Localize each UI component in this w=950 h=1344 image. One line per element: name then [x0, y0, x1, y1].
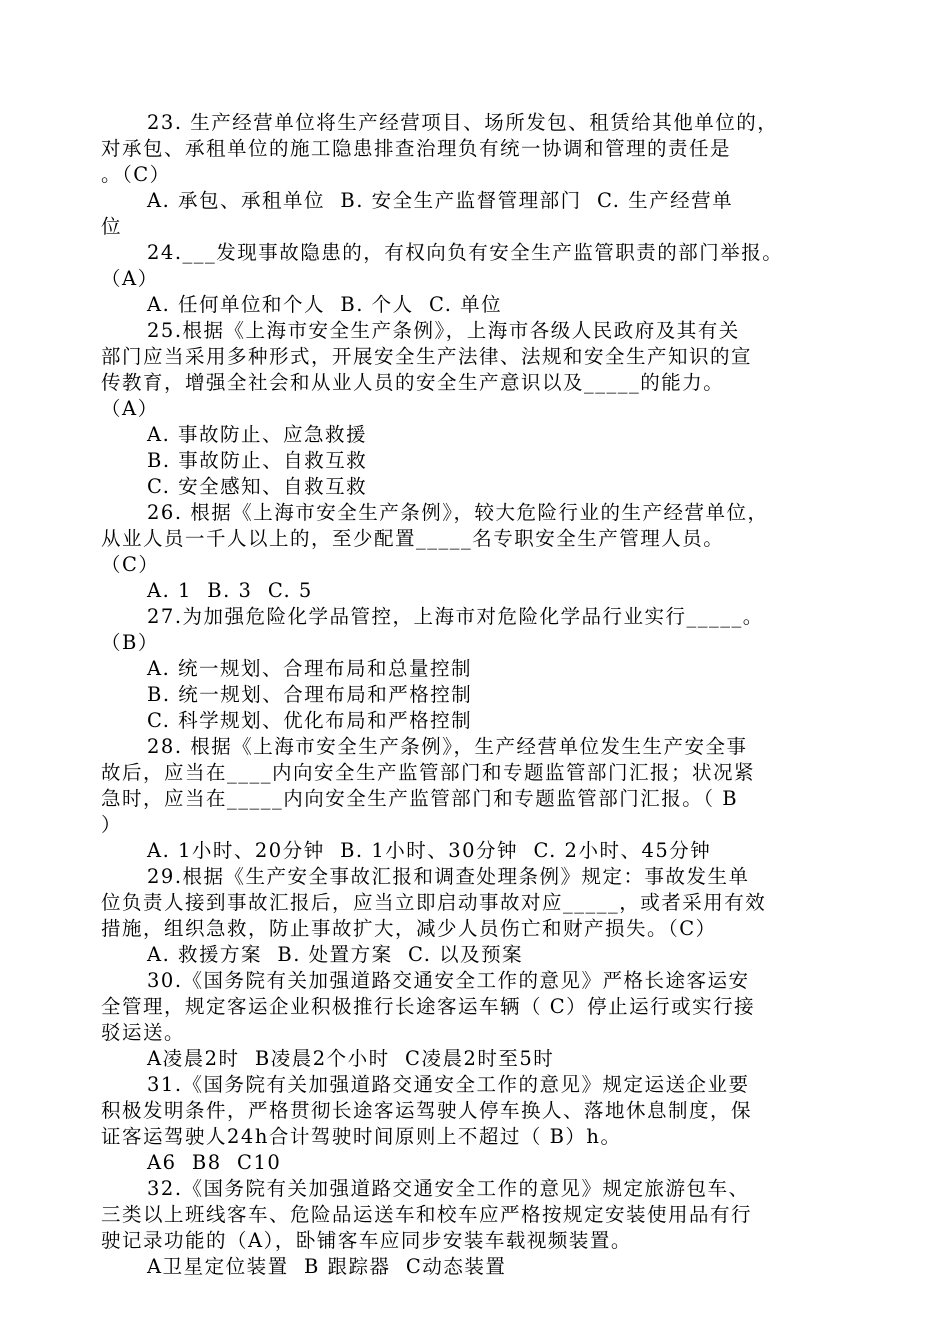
- text-line: 31.《国务院有关加强道路交通安全工作的意见》规定运送企业要: [147, 1073, 750, 1096]
- question-text-block: [101, 110, 861, 1280]
- text-line: 传教育，增强全社会和从业人员的安全生产意识以及_____的能力。: [101, 371, 725, 394]
- text-line: 全管理，规定客运企业积极推行长途客运车辆（ C）停止运行或实行接: [101, 995, 756, 1018]
- text-line: 32.《国务院有关加强道路交通安全工作的意见》规定旅游包车、: [147, 1177, 750, 1200]
- text-line: ）: [101, 813, 123, 836]
- text-line: 27.为加强危险化学品管控，上海市对危险化学品行业实行_____。: [147, 605, 764, 628]
- text-line: （C）: [101, 553, 160, 576]
- text-line: B. 统一规划、合理布局和严格控制: [147, 683, 473, 706]
- text-line: C. 科学规划、优化布局和严格控制: [147, 709, 473, 732]
- text-line: 位负责人接到事故汇报后，应当立即启动事故对应_____，或者采用有效: [101, 891, 767, 914]
- text-line: A6 B8 C10: [147, 1151, 282, 1174]
- text-line: A凌晨2时 B凌晨2个小时 C凌晨2时至5时: [147, 1047, 555, 1070]
- text-line: 24.___发现事故隐患的，有权向负有安全生产监管职责的部门举报。: [147, 241, 784, 264]
- text-line: 从业人员一千人以上的，至少配置_____名专职安全生产管理人员。: [101, 527, 725, 550]
- text-line: 急时，应当在_____内向安全生产监管部门和专题监管部门汇报。（ B: [101, 787, 739, 810]
- text-line: 证客运驾驶人24h合计驾驶时间原则上不超过（ B）h。: [101, 1125, 622, 1148]
- text-line: 三类以上班线客车、危险品运送车和校车应严格按规定安装使用品有行: [101, 1203, 753, 1226]
- text-line: A. 1 B. 3 C. 5: [147, 579, 313, 602]
- text-line: 位: [101, 215, 123, 238]
- text-line: A. 承包、承租单位 B. 安全生产监督管理部门 C. 生产经营单: [147, 189, 734, 212]
- text-line: （A）: [101, 267, 159, 290]
- text-line: A. 救援方案 B. 处置方案 C. 以及预案: [147, 943, 524, 966]
- text-line: 29.根据《生产安全事故汇报和调查处理条例》规定：事故发生单: [147, 865, 750, 888]
- text-line: 措施，组织急救，防止事故扩大，减少人员伤亡和财产损失。（C）: [101, 917, 717, 940]
- text-line: A卫星定位装置 B 跟踪器 C动态装置: [147, 1255, 507, 1278]
- text-line: A. 事故防止、应急救援: [147, 423, 367, 446]
- text-line: A. 任何单位和个人 B. 个人 C. 单位: [147, 293, 503, 316]
- text-line: 故后，应当在____内向安全生产监管部门和专题监管部门汇报；状况紧: [101, 761, 756, 784]
- text-line: （B）: [101, 631, 159, 654]
- text-line: 。（C）: [101, 163, 171, 186]
- text-line: A. 1小时、20分钟 B. 1小时、30分钟 C. 2小时、45分钟: [147, 839, 712, 862]
- text-line: 26. 根据《上海市安全生产条例》，较大危险行业的生产经营单位，: [147, 501, 769, 524]
- text-line: 25.根据《上海市安全生产条例》，上海市各级人民政府及其有关: [147, 319, 740, 342]
- text-line: 30.《国务院有关加强道路交通安全工作的意见》严格长途客运安: [147, 969, 750, 992]
- text-line: （A）: [101, 397, 159, 420]
- text-line: 对承包、承租单位的施工隐患排查治理负有统一协调和管理的责任是: [101, 137, 732, 160]
- text-line: 驶记录功能的（A），卧铺客车应同步安装车载视频装置。: [101, 1229, 632, 1252]
- text-line: 部门应当采用多种形式，开展安全生产法律、法规和安全生产知识的宣: [101, 345, 753, 368]
- text-line: B. 事故防止、自救互救: [147, 449, 368, 472]
- text-line: 28. 根据《上海市安全生产条例》，生产经营单位发生生产安全事: [147, 735, 748, 758]
- text-line: 积极发明条件，严格贯彻长途客运驾驶人停车换人、落地休息制度，保: [101, 1099, 753, 1122]
- text-line: A. 统一规划、合理布局和总量控制: [147, 657, 472, 680]
- text-line: 23. 生产经营单位将生产经营项目、场所发包、租赁给其他单位的，: [147, 111, 779, 134]
- text-line: 驳运送。: [101, 1021, 186, 1044]
- text-line: C. 安全感知、自救互救: [147, 475, 368, 498]
